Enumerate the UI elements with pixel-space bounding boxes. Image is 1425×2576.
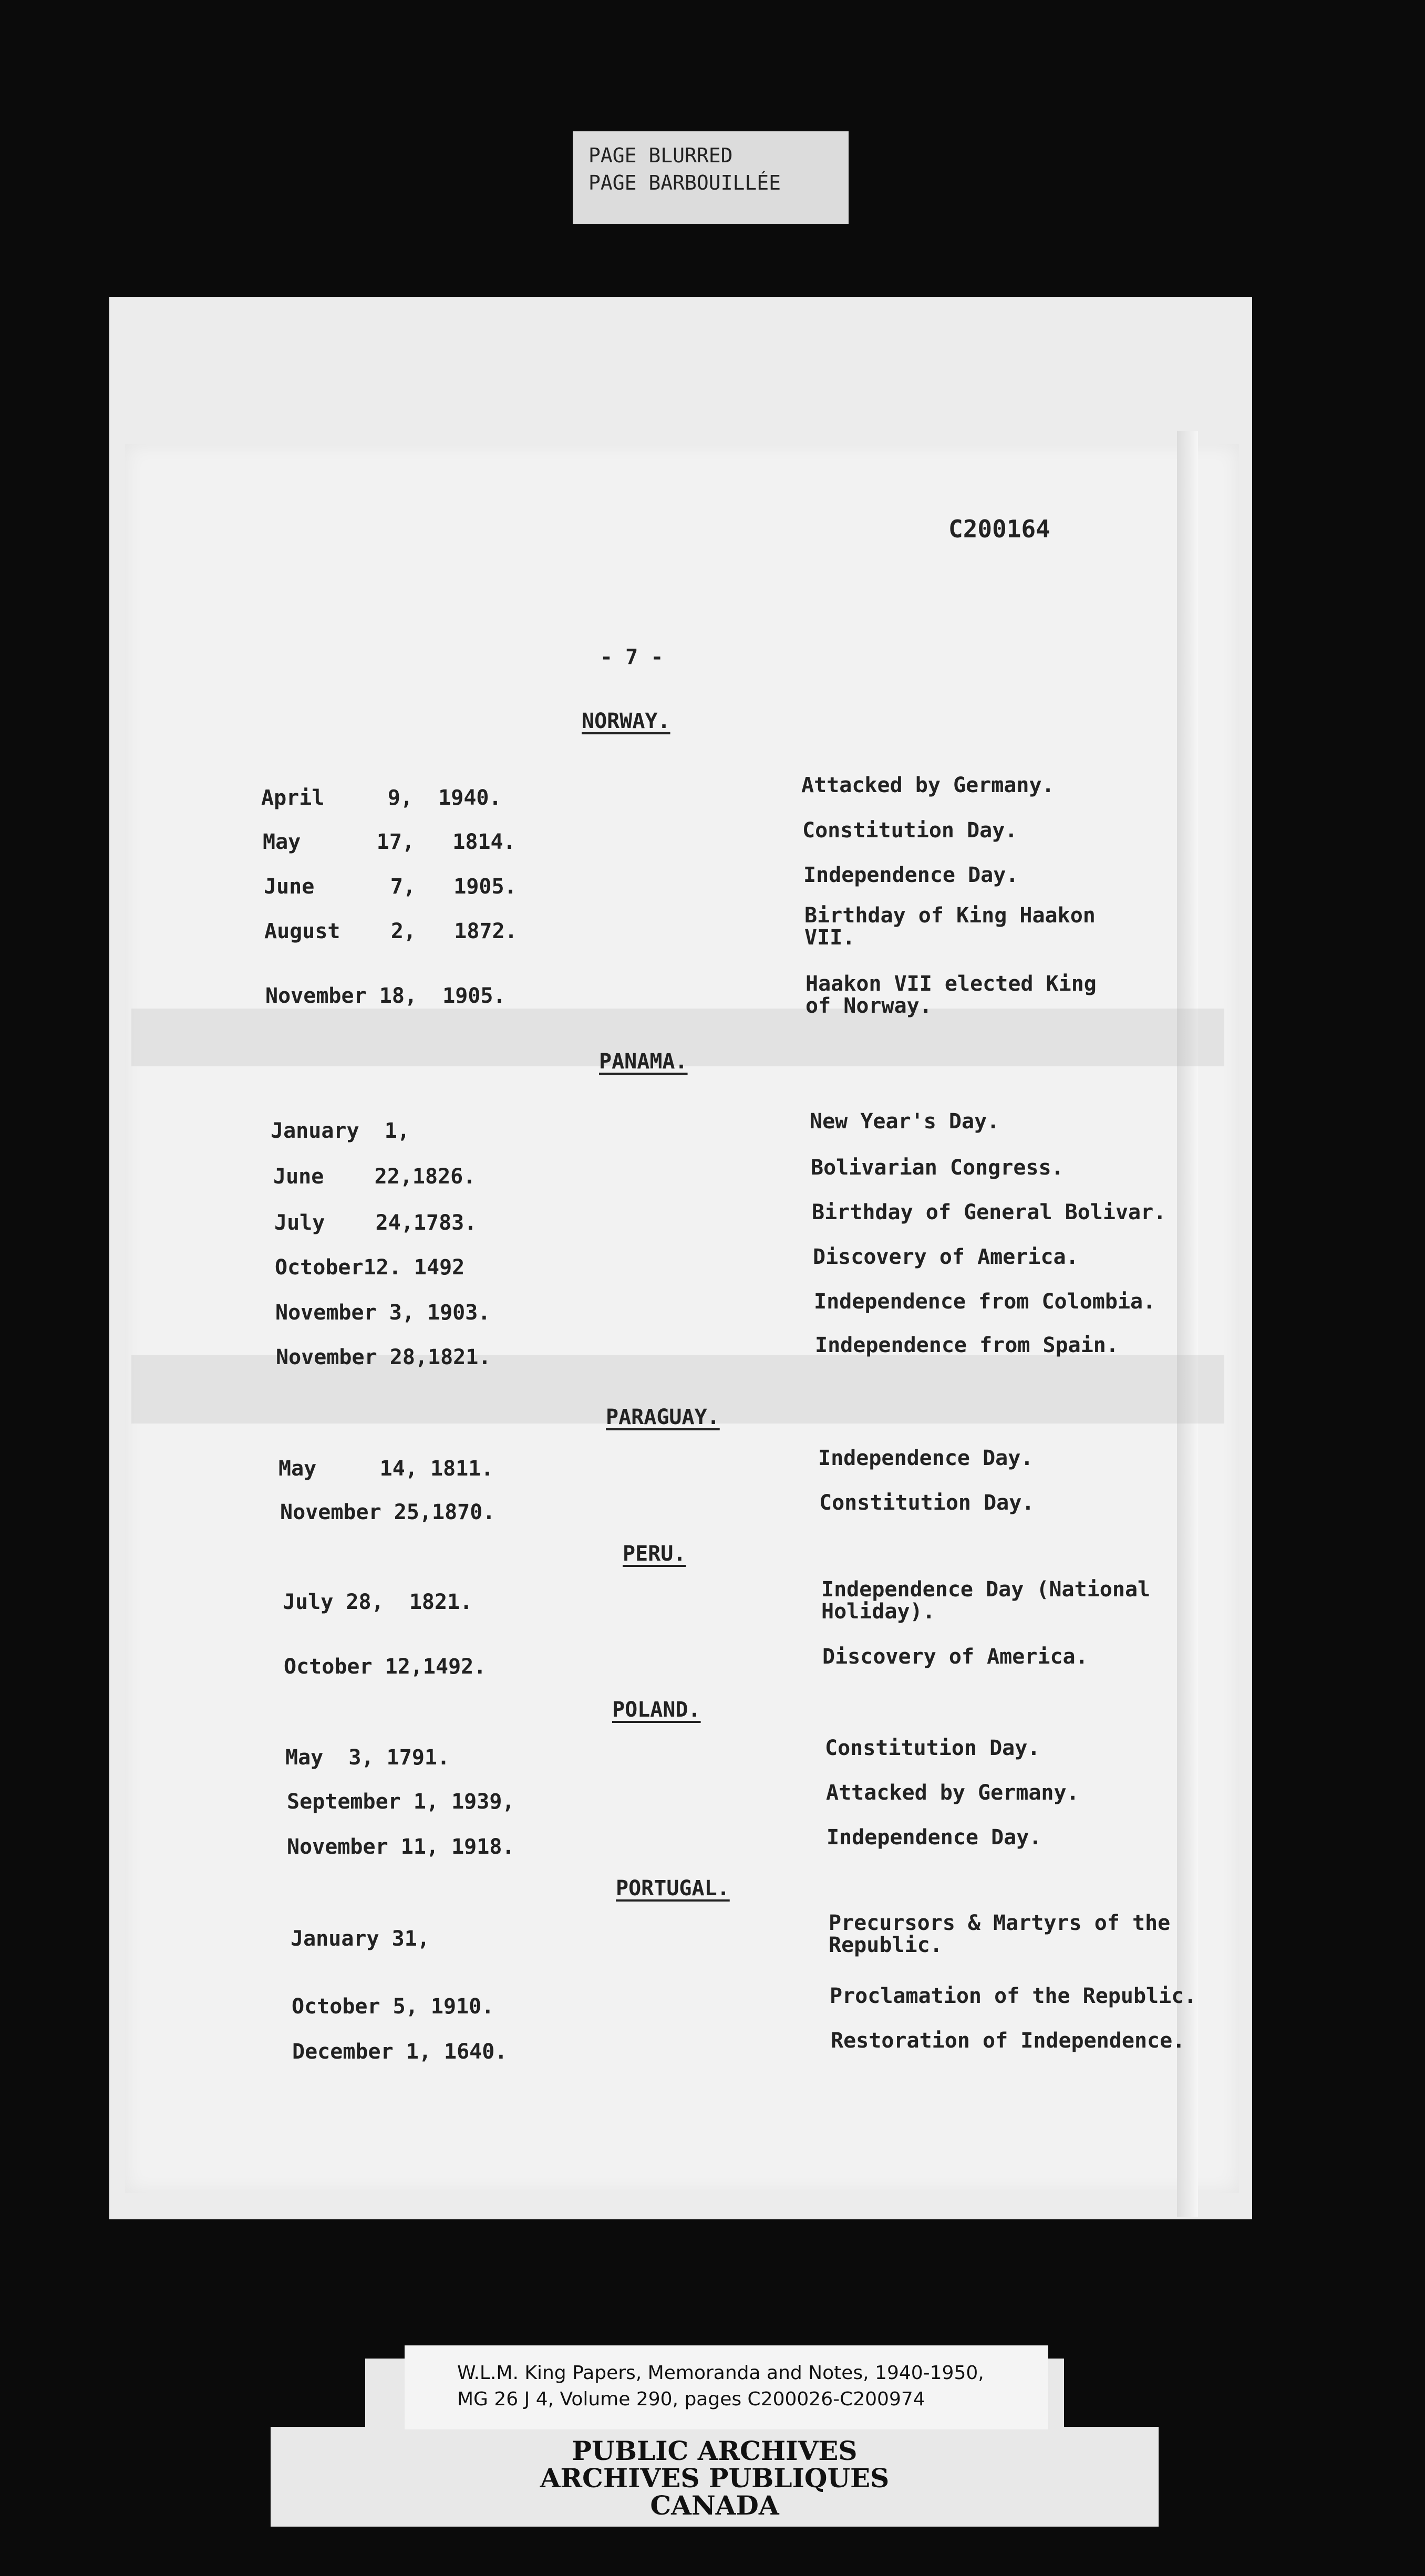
entry-date: April 9, 1940. <box>261 786 502 810</box>
archives-stamp <box>271 2437 1159 2519</box>
entry-event: Independence from Spain. <box>815 1333 1119 1357</box>
citation-line-2: MG 26 J 4, Volume 290, pages C200026-C200974 <box>457 2388 925 2410</box>
page-number: - 7 - <box>600 645 664 669</box>
reference-number: C200164 <box>948 515 1050 543</box>
page-blurred-label <box>573 131 849 224</box>
entry-event: Haakon VII elected King of Norway. <box>806 972 1097 1018</box>
entry-event: Independence Day. <box>803 863 1019 887</box>
label-line-1: PAGE BLURRED <box>588 144 733 167</box>
section-heading: PERU. <box>623 1542 686 1566</box>
entry-date: November 18, 1905. <box>265 984 506 1008</box>
entry-date: May 14, 1811. <box>278 1457 494 1481</box>
entry-event: Bolivarian Congress. <box>811 1156 1064 1180</box>
entry-date: July 24,1783. <box>274 1211 477 1235</box>
entry-date: October 12,1492. <box>284 1655 487 1679</box>
entry-date: October12. 1492 <box>275 1255 465 1280</box>
entry-event: Discovery of America. <box>813 1245 1079 1269</box>
entry-date: June 22,1826. <box>273 1165 476 1189</box>
entry-date: August 2, 1872. <box>264 919 518 943</box>
entry-event: Birthday of General Bolivar. <box>812 1200 1166 1224</box>
entry-date: September 1, 1939, <box>287 1790 515 1814</box>
entry-event: Independence Day. <box>818 1446 1034 1470</box>
entry-date: May 3, 1791. <box>285 1746 450 1770</box>
entry-event: Independence Day. <box>827 1825 1042 1850</box>
entry-date: June 7, 1905. <box>264 875 517 899</box>
entry-event: Attacked by Germany. <box>826 1781 1079 1805</box>
entry-event: Birthday of King Haakon VII. <box>804 903 1096 950</box>
citation-line-1: W.L.M. King Papers, Memoranda and Notes, 1940-1950, <box>457 2362 984 2384</box>
entry-event: Constitution Day. <box>819 1491 1035 1515</box>
entry-date: October 5, 1910. <box>292 1995 494 2019</box>
page-fold <box>1177 431 1198 2217</box>
entry-event: New Year's Day. <box>810 1109 1000 1134</box>
section-heading: PARAGUAY. <box>606 1405 720 1429</box>
entry-date: November 28,1821. <box>276 1345 491 1369</box>
entry-date: November 25,1870. <box>280 1500 495 1524</box>
entry-date: July 28, 1821. <box>283 1590 473 1614</box>
card-notch <box>1064 2359 1159 2427</box>
entry-date: November 3, 1903. <box>275 1301 491 1325</box>
section-heading: PANAMA. <box>599 1050 688 1074</box>
entry-event: Proclamation of the Republic. <box>830 1984 1197 2008</box>
entry-event: Precursors & Martyrs of the Republic. <box>829 1911 1171 1957</box>
section-heading: NORWAY. <box>582 709 670 733</box>
entry-event: Discovery of America. <box>822 1645 1088 1669</box>
section-heading: POLAND. <box>612 1698 701 1722</box>
entry-event: Independence Day (National Holiday). <box>821 1577 1151 1624</box>
entry-event: Constitution Day. <box>825 1736 1040 1760</box>
archives-line-3: CANADA <box>650 2490 779 2521</box>
card-notch <box>271 2359 365 2427</box>
entry-event: Constitution Day. <box>802 818 1018 843</box>
section-heading: PORTUGAL. <box>616 1876 730 1900</box>
entry-event: Attacked by Germany. <box>801 773 1055 797</box>
label-line-2: PAGE BARBOUILLÉE <box>588 171 781 194</box>
entry-date: May 17, 1814. <box>263 830 516 854</box>
entry-date: January 31, <box>291 1927 430 1951</box>
citation-box <box>405 2345 1048 2429</box>
entry-event: Restoration of Independence. <box>831 2029 1185 2053</box>
entry-date: November 11, 1918. <box>287 1835 515 1859</box>
entry-date: December 1, 1640. <box>292 2040 508 2064</box>
entry-event: Independence from Colombia. <box>814 1290 1156 1314</box>
archives-line-1: PUBLIC ARCHIVES <box>572 2435 858 2466</box>
archives-line-2: ARCHIVES PUBLIQUES <box>540 2463 890 2494</box>
entry-date: January 1, <box>271 1119 410 1143</box>
